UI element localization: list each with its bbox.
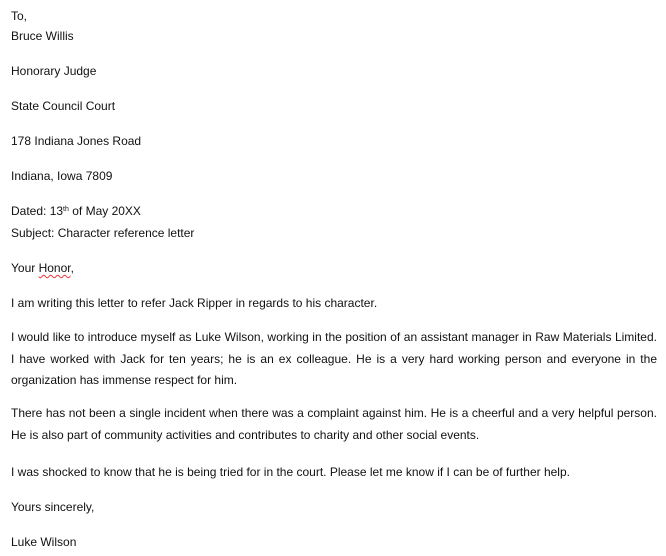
greeting-punct: , (70, 261, 74, 275)
greeting-word: Your (11, 261, 39, 275)
date-prefix: Dated: 13 (11, 204, 64, 218)
paragraph-2: I would like to introduce myself as Luke Wilson, working in the position of an assistant manager in Raw Materials Limited. I have worked with Jack for ten years; he is an ex colleague. He is a very hard working person and everyone in the organization has immense respect for him. (11, 330, 657, 387)
recipient-organization: State Council Court (11, 99, 116, 113)
greeting (11, 260, 656, 276)
greeting-honor: Honor (38, 261, 71, 275)
closing: Yours sincerely, (11, 500, 95, 514)
subject-line: Subject: Character reference letter (11, 226, 195, 240)
date-line (11, 203, 656, 219)
signature-name: Luke Wilson (11, 535, 77, 549)
recipient-name: Bruce Willis (11, 29, 74, 43)
paragraph-1: I am writing this letter to refer Jack Ripper in regards to his character. (11, 296, 378, 310)
recipient-street: 178 Indiana Jones Road (11, 134, 142, 148)
paragraph-3: There has not been a single incident when there was a complaint against him. He is a cheerful and a very helpful person. He is also part of community activities and contributes to charity and other social events. (11, 406, 657, 442)
recipient-title: Honorary Judge (11, 64, 97, 78)
recipient-city: Indiana, Iowa 7809 (11, 169, 113, 183)
to-label: To, (11, 9, 28, 23)
date-rest: of May 20XX (68, 204, 141, 218)
paragraph-4: I was shocked to know that he is being tried for in the court. Please let me know if I can be of further help. (11, 465, 570, 479)
date-ordinal: th (63, 206, 69, 213)
